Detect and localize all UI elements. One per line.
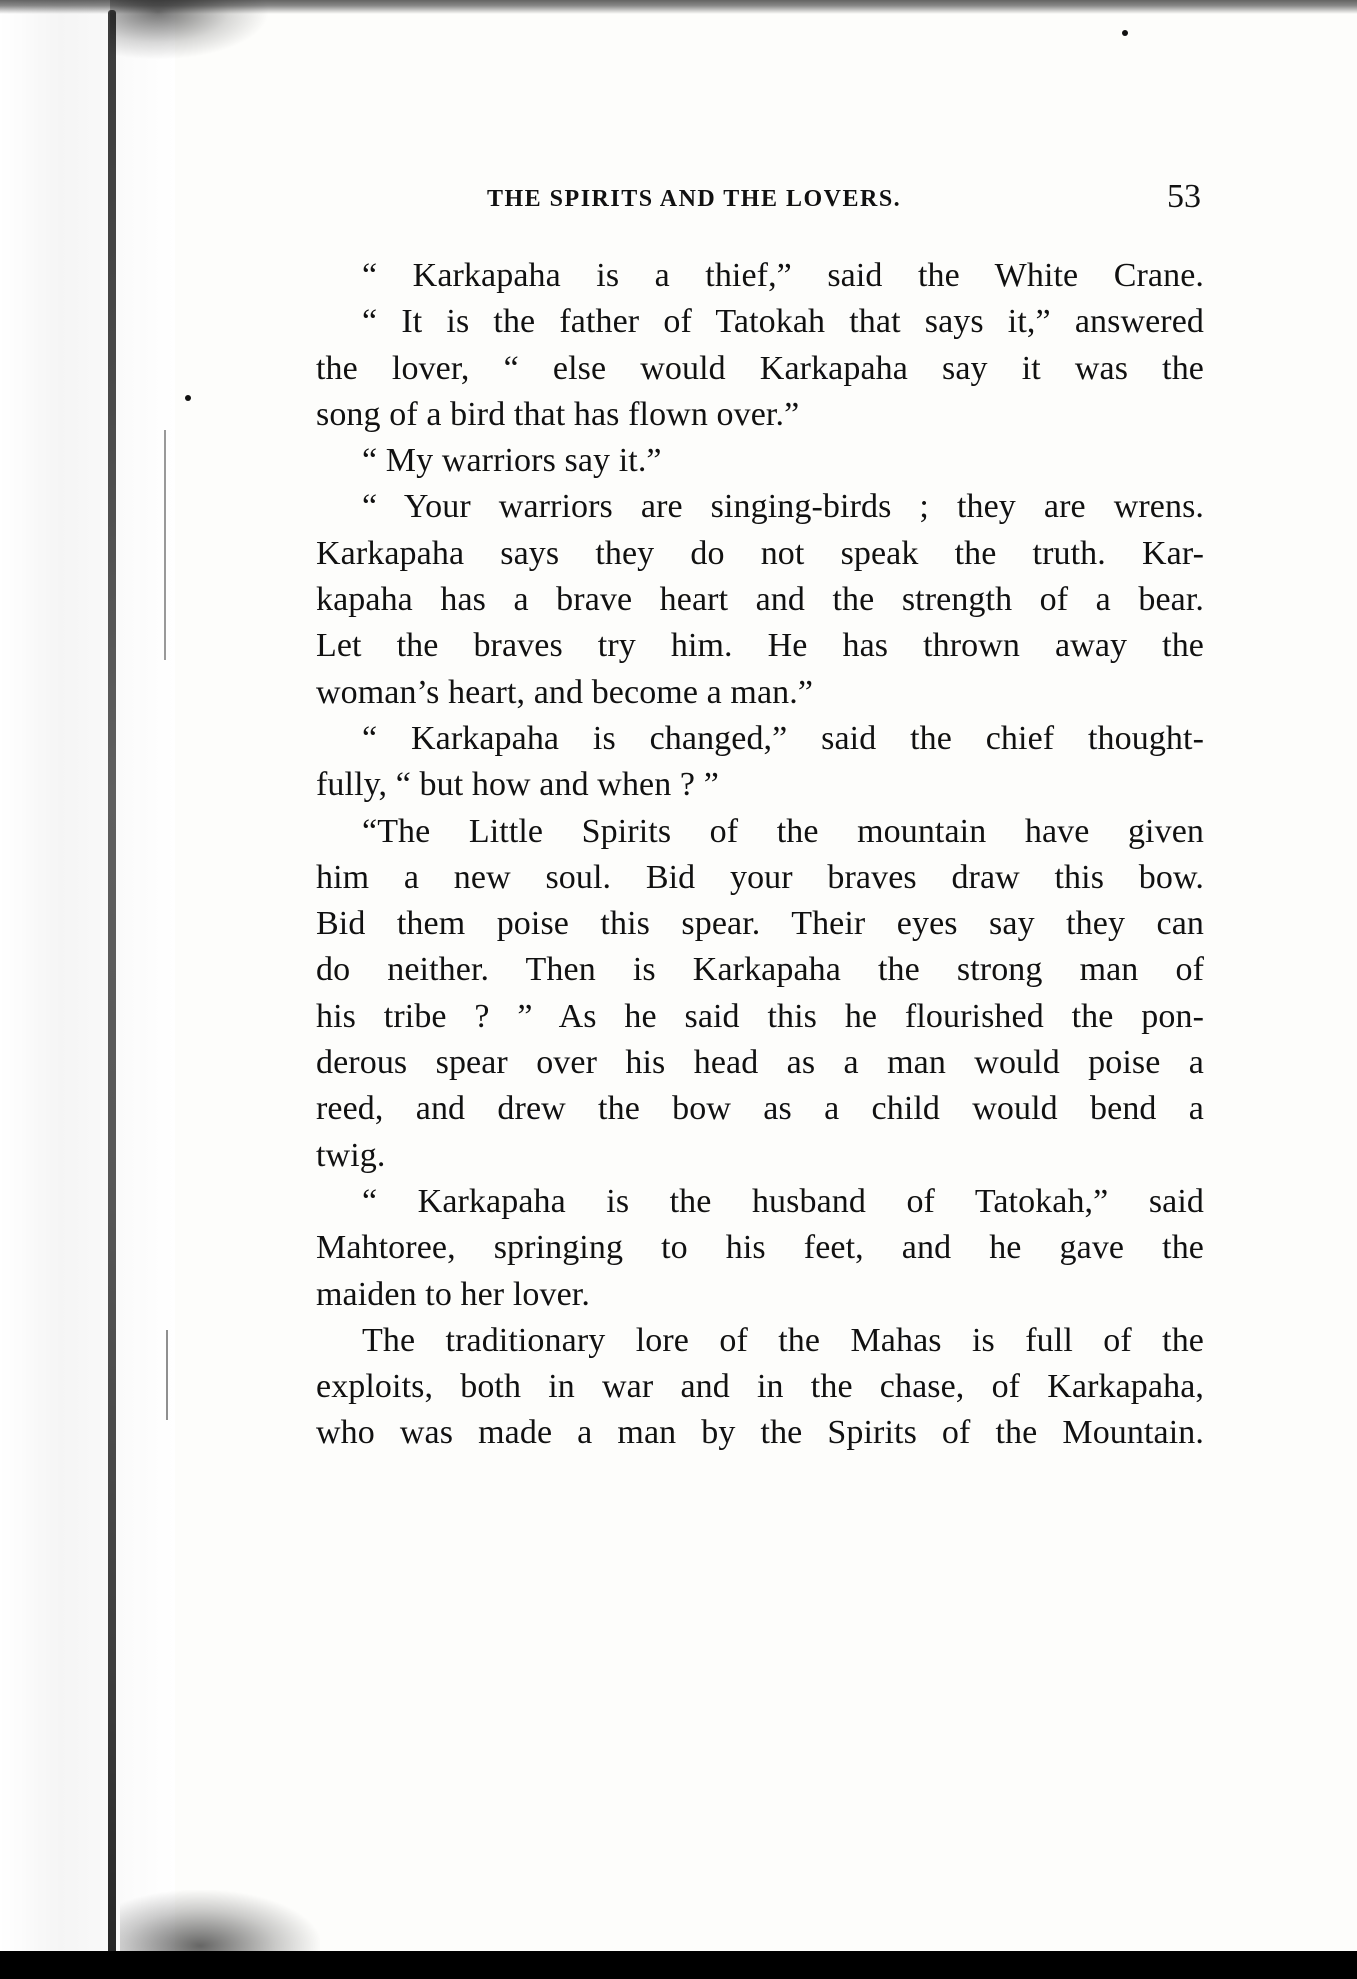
text-line: Bid them poise this spear. Their eyes say they can: [316, 905, 1204, 943]
text-line: woman’s heart, and become a man.”: [316, 673, 814, 711]
scan-speckle: [110, 0, 270, 60]
text-line: the lover, “ else would Karkapaha say it was the: [316, 349, 1204, 387]
text-line: “ Karkapaha is the husband of Tatokah,” said: [362, 1182, 1204, 1220]
scan-speckle: [120, 1890, 320, 1952]
running-head: [320, 178, 1205, 222]
ink-dot: [1122, 30, 1128, 36]
text-line: “ It is the father of Tatokah that says it,” answered: [362, 303, 1204, 341]
text-line: do neither. Then is Karkapaha the strong man of: [316, 951, 1204, 989]
binding-edge: [0, 0, 175, 1979]
text-line: him a new soul. Bid your braves draw this bow.: [316, 858, 1204, 896]
text-line: Karkapaha says they do not speak the truth. Kar-: [316, 534, 1204, 572]
text-line: who was made a man by the Spirits of the Mountain.: [316, 1414, 1204, 1452]
body-text: [316, 253, 1204, 1457]
text-line: song of a bird that has flown over.”: [316, 395, 800, 433]
ink-dot: [185, 395, 191, 401]
text-line: derous spear over his head as a man would poise a: [316, 1044, 1204, 1082]
text-line: Mahtoree, springing to his feet, and he gave the: [316, 1229, 1204, 1267]
scan-bottom-edge: [0, 1951, 1357, 1979]
text-line: twig.: [316, 1136, 386, 1174]
running-title: THE SPIRITS AND THE LOVERS.: [487, 186, 902, 212]
binding-gutter-mark: [164, 430, 166, 660]
text-line: “ Your warriors are singing-birds ; they are wrens.: [362, 488, 1204, 526]
text-line: kapaha has a brave heart and the strength of a bear.: [316, 581, 1204, 619]
text-line: exploits, both in war and in the chase, of Karkapaha,: [316, 1368, 1204, 1406]
text-line: maiden to her lover.: [316, 1275, 590, 1313]
page-number: 53: [1167, 178, 1201, 215]
text-line: “ Karkapaha is a thief,” said the White Crane.: [362, 257, 1204, 294]
text-line: “The Little Spirits of the mountain have given: [362, 812, 1204, 850]
text-line: Let the braves try him. He has thrown away the: [316, 627, 1204, 665]
text-line: reed, and drew the bow as a child would bend a: [316, 1090, 1204, 1128]
text-line: fully, “ but how and when ? ”: [316, 766, 719, 804]
text-line: “ My warriors say it.”: [362, 442, 662, 480]
binding-gutter-shadow: [108, 10, 116, 1970]
text-line: his tribe ? ” As he said this he flourished the pon-: [316, 997, 1204, 1035]
text-line: “ Karkapaha is changed,” said the chief thought-: [362, 719, 1204, 757]
binding-gutter-mark: [166, 1330, 168, 1420]
text-line: The traditionary lore of the Mahas is full of the: [362, 1321, 1204, 1359]
